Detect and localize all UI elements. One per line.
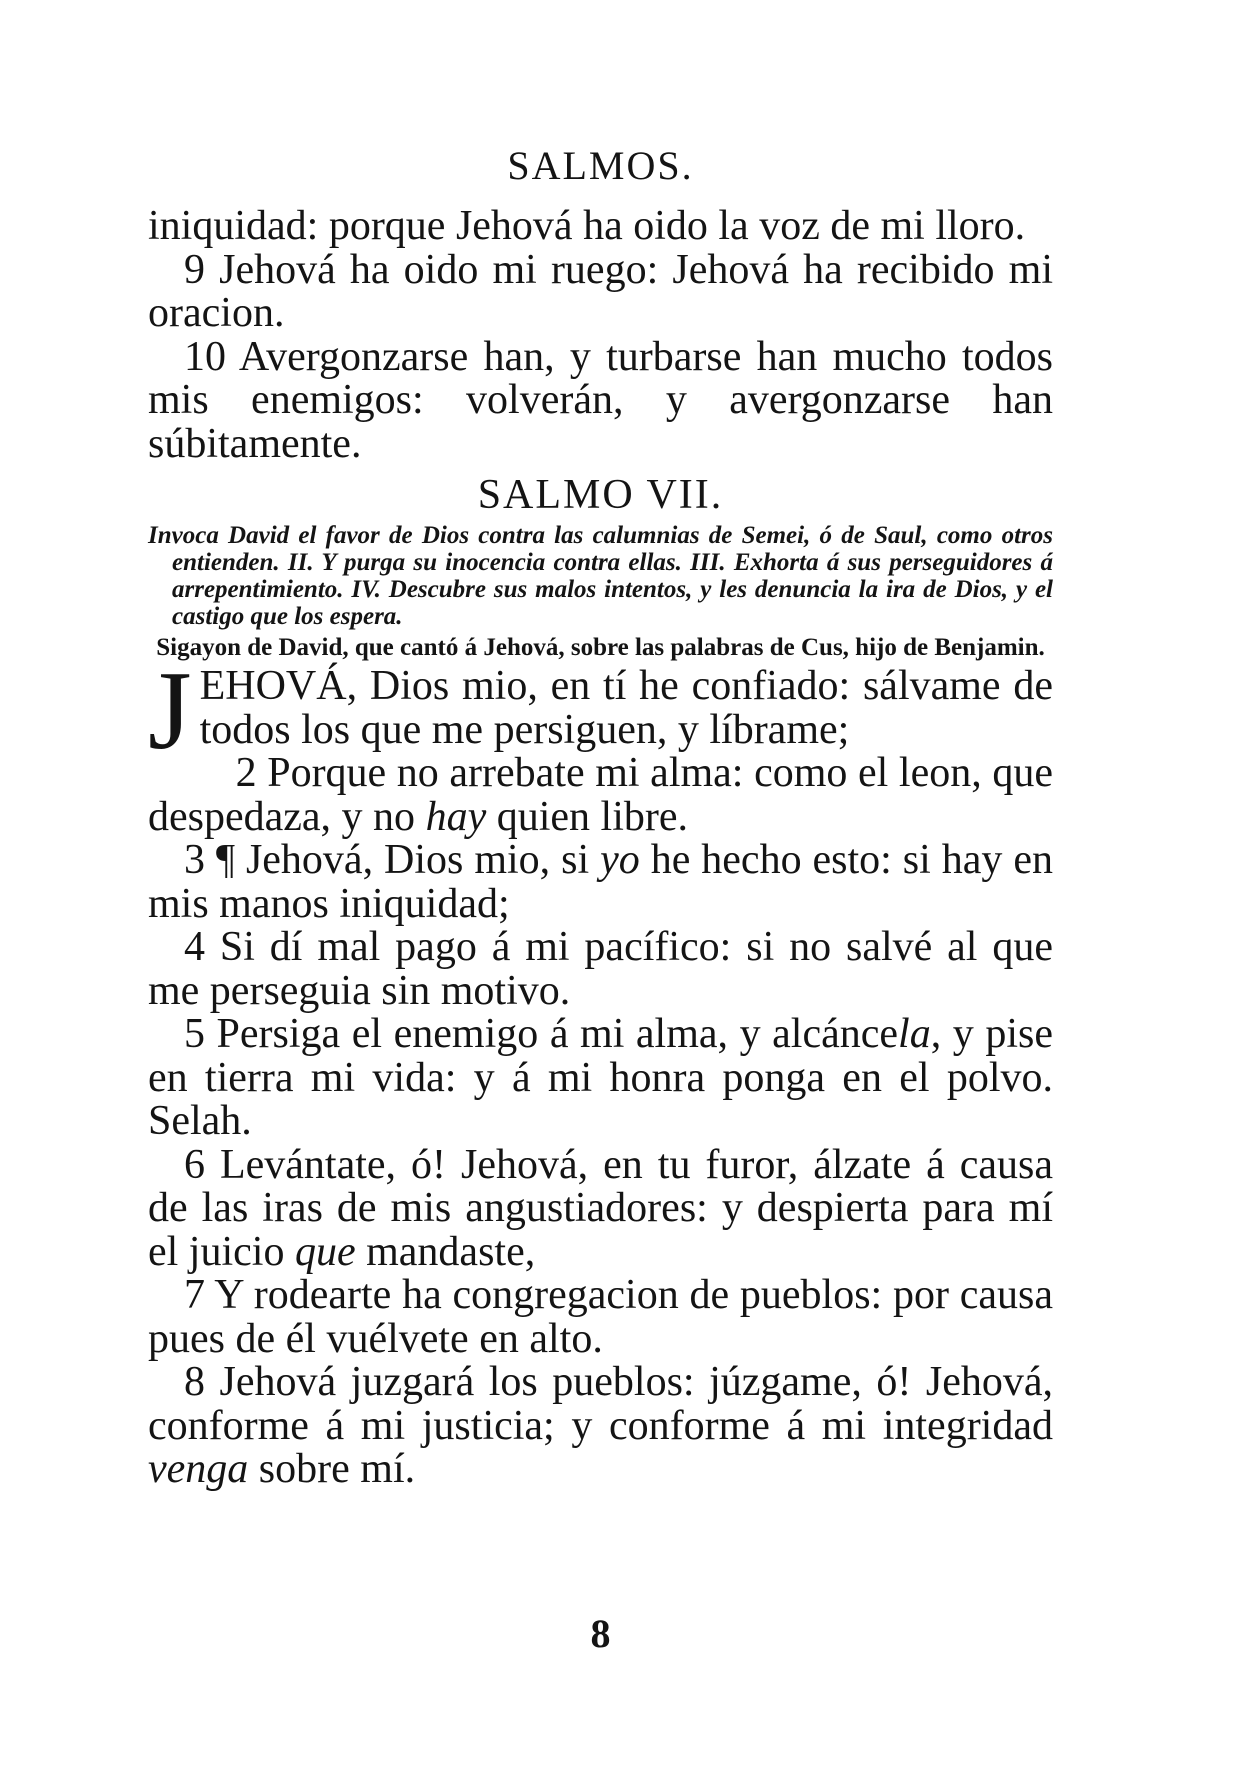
verse-3 [148,839,1053,926]
verse-2-italic: hay [425,793,487,840]
verse-6 [148,1141,1053,1275]
verse-9: 9 Jehová ha oido mi ruego: Jehová ha recibido mi oracion. [148,246,1053,336]
psalm-title: SALMO VII. [477,472,724,518]
verse-3-part: 3 ¶ Jehová, Dios mio, si [184,837,601,883]
verse-5 [148,1013,1053,1144]
verse-3-italic: yo [600,837,640,883]
verse-8 [148,1361,1053,1492]
verse-text-continued: iniquidad: porque Jehová ha oido la voz de mi lloro. [148,203,1026,249]
book-page [148,0,1053,1786]
verse-2-part: quien libre. [486,793,688,840]
verse-6-part: 6 Levántate, ó! Jehová, en tu furor, álzate á causa de las iras de mis angustiadores: y despierta para mí el juicio [148,1141,1053,1275]
body-text [148,205,1053,1492]
verse-8-part: sobre mí. [248,1446,416,1492]
verse-4: 4 Si dí mal pago á mi pacífico: si no salvé al que me perseguia sin motivo. [148,924,1053,1014]
verse-3-part: he hecho esto: si hay en mis manos iniquidad; [148,837,1053,927]
running-title: SALMOS. [507,143,694,188]
verse-8-italic: venga [148,1446,249,1492]
verse-1 [148,649,1053,773]
verse-6-part: mandaste, [355,1228,536,1275]
drop-cap: J [148,649,192,773]
psalm-summary: Invoca David el favor de Dios contra las calumnias de Semei, ó de Saul, como otros entienden. II. Y purga su inocencia contra ellas. III. Exhorta á sus perseguidores á arrepentimiento. IV. Descubre sus malos intentos, y les denuncia la ira de Dios, y el castigo que los espera. [148,522,1053,630]
verse-6-italic: que [294,1228,356,1275]
page-number: 8 [590,1611,611,1656]
verse-2-part: 2 Porque no arrebate mi alma: como el leon, que despedaza, y no [148,750,1053,840]
verse-5-part: 5 Persiga el enemigo á mi alma, y alcánce [184,1011,899,1057]
verse-1-text: EHOVÁ, Dios mio, en tí he confiado: sálvame de todos los que me persiguen, y líbrame; [199,663,1053,753]
psalm-superscription: Sigayon de David, que cantó á Jehová, sobre las palabras de Cus, hijo de Benjamin. [156,634,1045,661]
verse-7: 7 Y rodearte ha congregacion de pueblos: por causa pues de él vuélvete en alto. [148,1272,1053,1362]
verse-8-part: 8 Jehová juzgará los pueblos: júzgame, ó! Jehová, conforme á mi justicia; y conforme á mi integridad [148,1359,1053,1449]
verse-2 [148,752,1053,839]
verse-5-italic: la [898,1011,931,1057]
verse-5-part: , y pise en tierra mi vida: y á mi honra ponga en el polvo. Selah. [148,1011,1053,1144]
verse-10: 10 Avergonzarse han, y turbarse han mucho todos mis enemigos: volverán, y avergonzarse han súbitamente. [148,333,1053,467]
